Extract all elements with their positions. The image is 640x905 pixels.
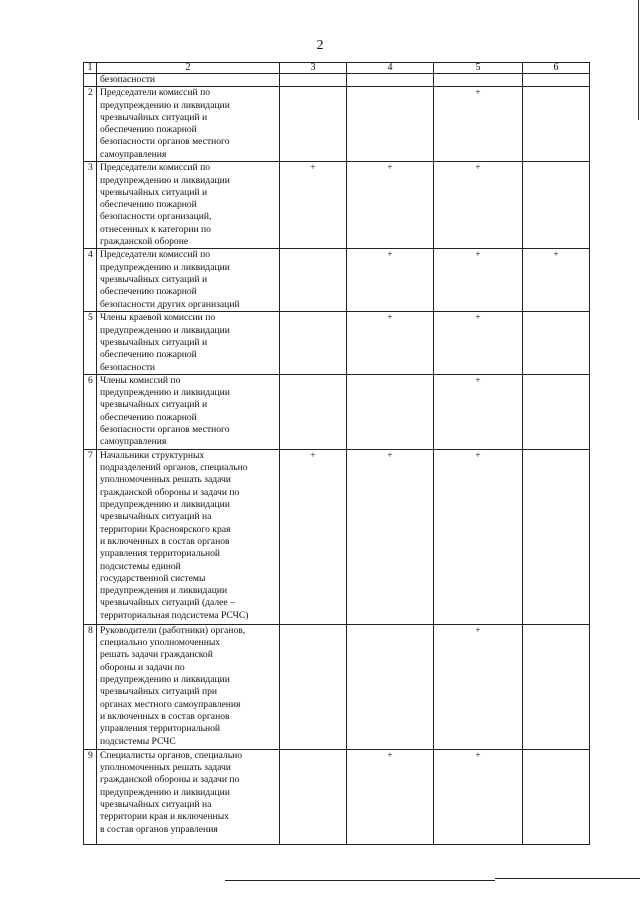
row-description: Председатели комиссий по предупреждению и ликвидации чрезвычайных ситуаций и обеспечению пожарной безопасности других организаций: [97, 249, 280, 312]
table-row: [84, 74, 590, 87]
row-number: 9: [84, 749, 97, 844]
mark-cell: +: [434, 749, 523, 844]
mark-cell: +: [347, 162, 434, 249]
row-description: Специалисты органов, специально уполномоченных решать задачи гражданской обороны и задачи по предупреждению и ликвидации чрезвычайных ситуаций на территории края и включенных в состав органов управления: [97, 749, 280, 844]
mark-cell: +: [434, 374, 523, 449]
row-description: безопасности: [97, 74, 280, 87]
mark-cell: [523, 87, 590, 162]
mark-cell: [347, 374, 434, 449]
mark-cell: [280, 249, 347, 312]
column-header: 5: [434, 63, 523, 74]
row-description: Председатели комиссий по предупреждению и ликвидации чрезвычайных ситуаций и обеспечению пожарной безопасности организаций, отнесенных к категории по гражданской обороне: [97, 162, 280, 249]
row-number: 6: [84, 374, 97, 449]
column-header: 6: [523, 63, 590, 74]
footer-rule: [225, 880, 495, 881]
page-number: 2: [316, 38, 324, 53]
column-header: 4: [347, 63, 434, 74]
mark-cell: [280, 74, 347, 87]
row-description: Члены комиссий по предупреждению и ликвидации чрезвычайных ситуаций и обеспечению пожарной безопасности органов местного самоуправления: [97, 374, 280, 449]
table-row: [84, 312, 590, 374]
mark-cell: [523, 624, 590, 749]
mark-cell: +: [434, 624, 523, 749]
mark-cell: [523, 449, 590, 624]
column-header: 1: [84, 63, 97, 74]
mark-cell: +: [523, 249, 590, 312]
mark-cell: [523, 749, 590, 844]
table-header-row: [84, 63, 590, 74]
table-row: [84, 249, 590, 312]
mark-cell: [347, 74, 434, 87]
mark-cell: +: [347, 312, 434, 374]
table-row: [84, 162, 590, 249]
mark-cell: +: [347, 449, 434, 624]
table-row: [84, 374, 590, 449]
row-description: Члены краевой комиссии по предупреждению и ликвидации чрезвычайных ситуаций и обеспечению пожарной безопасности: [97, 312, 280, 374]
row-number: 2: [84, 87, 97, 162]
mark-cell: [347, 624, 434, 749]
mark-cell: [280, 87, 347, 162]
mark-cell: [523, 374, 590, 449]
column-header: 3: [280, 63, 347, 74]
mark-cell: +: [434, 312, 523, 374]
mark-cell: [280, 749, 347, 844]
mark-cell: [280, 374, 347, 449]
footer-rule: [495, 878, 640, 879]
mark-cell: [523, 312, 590, 374]
row-number: 8: [84, 624, 97, 749]
mark-cell: +: [434, 162, 523, 249]
row-number: 4: [84, 249, 97, 312]
table-row: [84, 449, 590, 624]
page-edge-line: [638, 0, 639, 120]
row-number: [84, 74, 97, 87]
mark-cell: [523, 74, 590, 87]
mark-cell: +: [280, 449, 347, 624]
mark-cell: +: [280, 162, 347, 249]
mark-cell: +: [347, 249, 434, 312]
mark-cell: +: [434, 87, 523, 162]
table-row: [84, 624, 590, 749]
mark-cell: [347, 87, 434, 162]
mark-cell: [280, 312, 347, 374]
mark-cell: +: [347, 749, 434, 844]
mark-cell: [523, 162, 590, 249]
row-description: Начальники структурных подразделений органов, специально уполномоченных решать задачи гражданской обороны и задачи по предупреждению и ликвидации чрезвычайных ситуаций на территории Красноярского края и включенных в состав органов управления территориальной подсистемы единой государственной системы предупреждения и ликвидации чрезвычайных ситуаций (далее – территориальная подсистема РСЧС): [97, 449, 280, 624]
mark-cell: +: [434, 449, 523, 624]
mark-cell: [434, 74, 523, 87]
row-number: 3: [84, 162, 97, 249]
row-description: Руководители (работники) органов, специально уполномоченных решать задачи гражданской обороны и задачи по предупреждению и ликвидации чрезвычайных ситуаций при органах местного самоуправления и включенных в состав органов управления территориальной подсистемы РСЧС: [97, 624, 280, 749]
table-row: [84, 749, 590, 844]
mark-cell: +: [434, 249, 523, 312]
table-row: [84, 87, 590, 162]
training-table: [83, 62, 590, 845]
row-description: Председатели комиссий по предупреждению и ликвидации чрезвычайных ситуаций и обеспечению пожарной безопасности органов местного самоуправления: [97, 87, 280, 162]
column-header: 2: [97, 63, 280, 74]
mark-cell: [280, 624, 347, 749]
row-number: 5: [84, 312, 97, 374]
row-number: 7: [84, 449, 97, 624]
